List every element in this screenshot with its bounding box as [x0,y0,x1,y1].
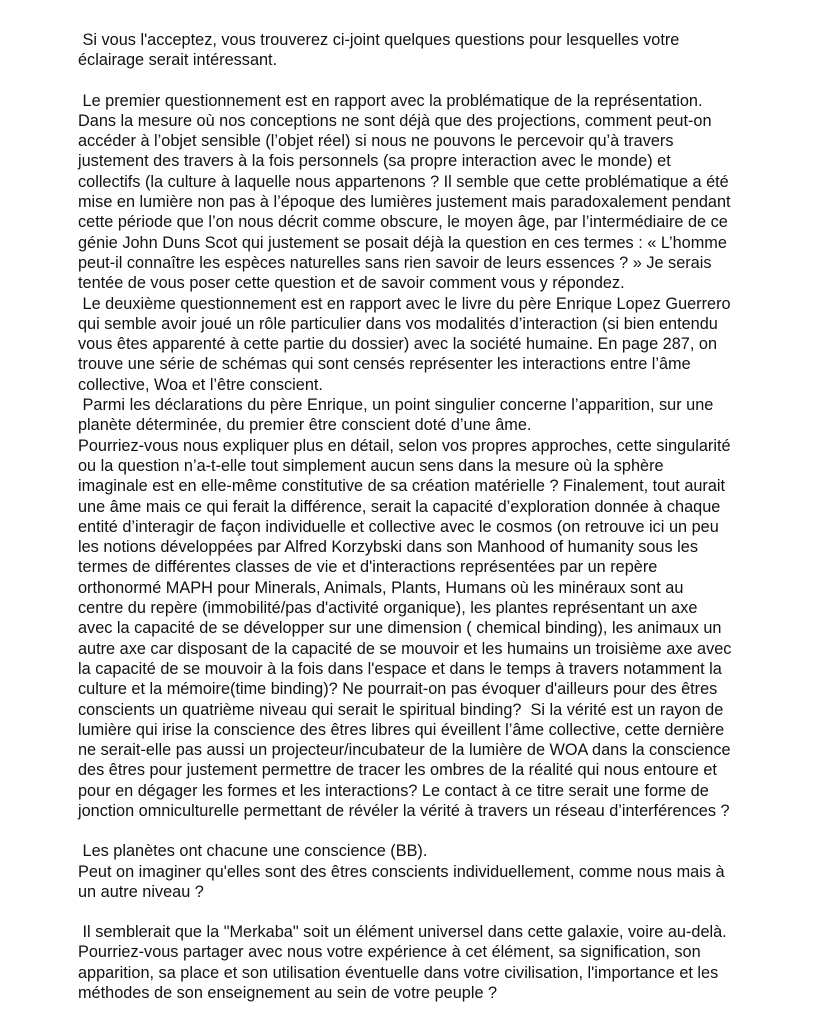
paragraph-planets-consciousness: Les planètes ont chacune une conscience (BB). Peut on imaginer qu'elles sont des êtres conscients individuellement, comme nous mais à un autre niveau ? [78,842,725,901]
paragraph-enrique-declarations: Parmi les déclarations du père Enrique, un point singulier concerne l’apparition, sur une planète déterminée, du premier être conscient doté d’une âme. Pourriez-vous nous expliquer plus en détail, selon vos propres approches, cette singularité ou la question n’a-t-elle tout simplement aucun sens dans la mesure où la sphère imaginale est en elle-même constitutive de sa création matérielle ? Finalement, tout aurait une âme mais ce qui ferait la différence, serait la capacité d’exploration donnée à chaque entité d’interagir de façon individuelle et collective avec le cosmos (on retrouve ici un peu les notions développées par Alfred Korzybski dans son Manhood of humanity sous les termes de différentes classes de vie et d'interactions représentées par un repère orthonormé MAPH pour Minerals, Animals, Plants, Humans où les minéraux sont au centre du repère (immobilité/pas d'activité organique), les plantes représentant un axe avec la capacité de se développer sur une dimension ( chemical binding), les animaux un autre axe car disposant de la capacité de se mouvoir et les humains un troisième axe avec la capacité de se mouvoir à la fois dans l'espace et dans le temps à travers notamment la culture et la mémoire(time binding)? Ne pourrait-on pas évoquer d'ailleurs pour des êtres conscients un quatrième niveau qui serait le spiritual binding? Si la vérité est un rayon de lumière qui irise la conscience des êtres libres qui éveillent l’âme collective, cette dernière ne serait-elle pas aussi un projecteur/incubateur de la lumière de WOA dans la conscience des êtres pour justement permettre de tracer les ombres de la réalité qui nous entoure et pour en dégager les formes et les interactions? Le contact à ce titre serait une forme de jonction omniculturelle permettant de révéler la vérité à travers un réseau d’interférences ? [78,396,732,820]
paragraph-first-question: Le premier questionnement est en rapport avec la problématique de la représentation. Dans la mesure où nos conceptions ne sont déjà que des projections, comment peut-on accéder à l’objet sensible (l’objet réel) si nous ne pouvons le percevoir qu’à travers justement des travers à la fois personnels (sa propre interaction avec le monde) et collectifs (la culture à laquelle nous appartenons ? Il semble que cette problématique a été mise en lumière non pas à l’époque des lumières justement mais paradoxalement pendant cette période que l’on nous décrit comme obscure, le moyen âge, par l’intermédiaire de ce génie John Duns Scot qui justement se posait déjà la question en ces termes : « L’homme peut-il connaître les espèces naturelles sans rien savoir de leurs essences ? » Je serais tentée de vous poser cette question et de savoir comment vous y répondez. [78,91,731,293]
paragraph-intro: Si vous l'acceptez, vous trouverez ci-joint quelques questions pour lesquelles votre éclairage serait intéressant. [78,31,680,70]
paragraph-merkaba: Il semblerait que la "Merkaba" soit un élément universel dans cette galaxie, voire au-delà. Pourriez-vous partager avec nous votre expérience à cet élément, sa signification, son apparition, sa place et son utilisation éventuelle dans votre civilisation, l'importance et les méthodes de son enseignement au sein de votre peuple ? [78,923,727,1003]
paragraph-spacer [78,821,768,841]
document-page [78,30,768,1003]
paragraph-spacer [78,902,768,922]
paragraph-second-question: Le deuxième questionnement est en rapport avec le livre du père Enrique Lopez Guerrero qui semble avoir joué un rôle particulier dans vos modalités d’interaction (si bien entendu vous êtes apparenté à cette partie du dossier) avec la société humaine. En page 287, on trouve une série de schémas qui sont censés représenter les interactions entre l’âme collective, Woa et l’être conscient. [78,294,731,394]
paragraph-spacer [78,71,768,91]
